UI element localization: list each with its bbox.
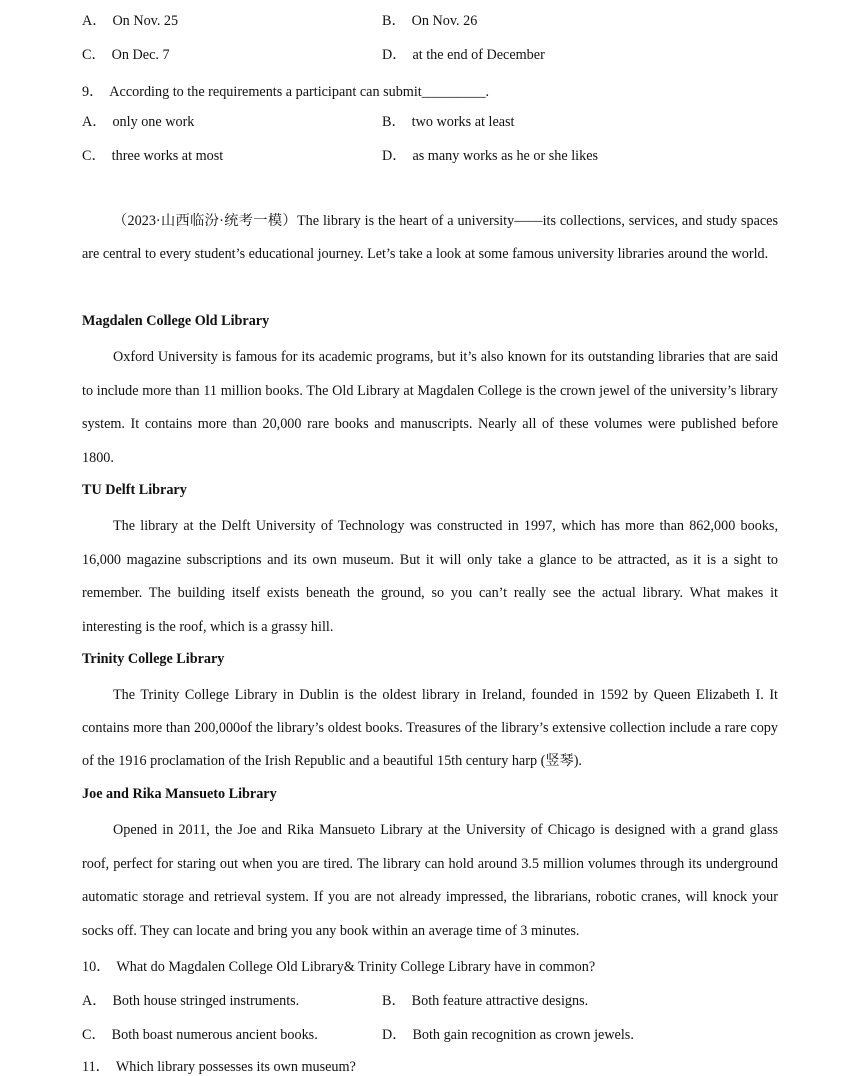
q9-option-c[interactable] [82,145,223,165]
section-body-magdalen: Oxford University is famous for its academic programs, but it’s also known for its outstanding libraries that are said to include more than 11 million books. The Old Library at Magdalen College is the crown jewel of the university’s library system. It contains more than 20,000 rare books and manuscripts. Nearly all of these volumes were published before 1800. [82,349,778,466]
q8-option-a[interactable] [82,10,178,30]
section-heading-magdalen: Magdalen College Old Library [82,313,270,329]
option-text: two works at least [411,114,515,130]
option-label: D． [382,47,407,63]
option-label: C． [82,148,106,164]
option-text: only one work [112,114,195,130]
section-body-trinity: The Trinity College Library in Dublin is the oldest library in Ireland, founded in 1592 by Queen Elizabeth I. It contains more than 200,000of the library’s oldest books. Treasures of the library’s extensive collection include a rare copy of the 1916 proclamation of the Irish Republic and a beautiful 15th century harp (竖琴). [82,687,778,769]
option-label: A． [82,13,107,29]
question-number: 10． [82,959,111,975]
option-text: as many works as he or she likes [412,148,599,164]
option-label: C． [82,47,106,63]
option-label: B． [382,114,406,130]
question-text: According to the requirements a participant can submit_________. [109,84,490,100]
question-number: 9． [82,84,104,100]
option-label: B． [382,993,406,1009]
option-text: Both feature attractive designs. [411,993,589,1009]
option-text: On Dec. 7 [111,47,170,63]
question-number: 11． [82,1059,110,1075]
option-text: On Nov. 26 [411,13,478,29]
option-text: three works at most [111,148,224,164]
q10-option-a[interactable] [82,990,299,1010]
q10-option-c[interactable] [82,1024,318,1044]
option-label: D． [382,148,407,164]
question-text: What do Magdalen College Old Library& Trinity College Library have in common? [116,959,596,975]
option-text: at the end of December [412,47,545,63]
q9-option-b[interactable] [382,111,515,131]
option-label: D． [382,1027,407,1043]
q9-option-a[interactable] [82,111,194,131]
q9-option-d[interactable] [382,145,598,165]
option-label: C． [82,1027,106,1043]
option-label: A． [82,993,107,1009]
option-label: A． [82,114,107,130]
section-heading-trinity: Trinity College Library [82,651,225,667]
section-heading-mansueto: Joe and Rika Mansueto Library [82,786,277,802]
option-text: Both boast numerous ancient books. [111,1027,318,1043]
q8-option-c[interactable] [82,44,170,64]
option-text: Both house stringed instruments. [112,993,300,1009]
q10-option-d[interactable] [382,1024,634,1044]
q11-stem [82,1056,782,1076]
q10-option-b[interactable] [382,990,588,1010]
q10-stem [82,956,782,976]
option-text: Both gain recognition as crown jewels. [412,1027,634,1043]
q8-option-b[interactable] [382,10,477,30]
option-text: On Nov. 25 [112,13,179,29]
question-text: Which library possesses its own museum? [115,1059,356,1075]
option-label: B． [382,13,406,29]
q8-option-d[interactable] [382,44,545,64]
section-heading-delft: TU Delft Library [82,482,187,498]
section-body-delft: The library at the Delft University of Technology was constructed in 1997, which has more than 862,000 books, 16,000 magazine subscriptions and its own museum. But it will only take a glance to be attracted, as it is a sight to remember. The building itself exists beneath the ground, so you can’t really see the actual library. What makes it interesting is the roof, which is a grassy hill. [82,518,778,635]
passage-intro: （2023·山西临汾·统考一模）The library is the heart of a university——its collections, services, and study spaces are central to every student’s educational journey. Let’s take a look at some famous university libraries around the world. [82,213,778,262]
q9-stem [82,81,782,101]
section-body-mansueto: Opened in 2011, the Joe and Rika Mansueto Library at the University of Chicago is designed with a grand glass roof, perfect for staring out when you are tired. The library can hold around 3.5 million volumes through its underground automatic storage and retrieval system. If you are not already impressed, the librarians, robotic cranes, will knock your socks off. They can locate and bring you any book within an average time of 3 minutes. [82,822,778,939]
